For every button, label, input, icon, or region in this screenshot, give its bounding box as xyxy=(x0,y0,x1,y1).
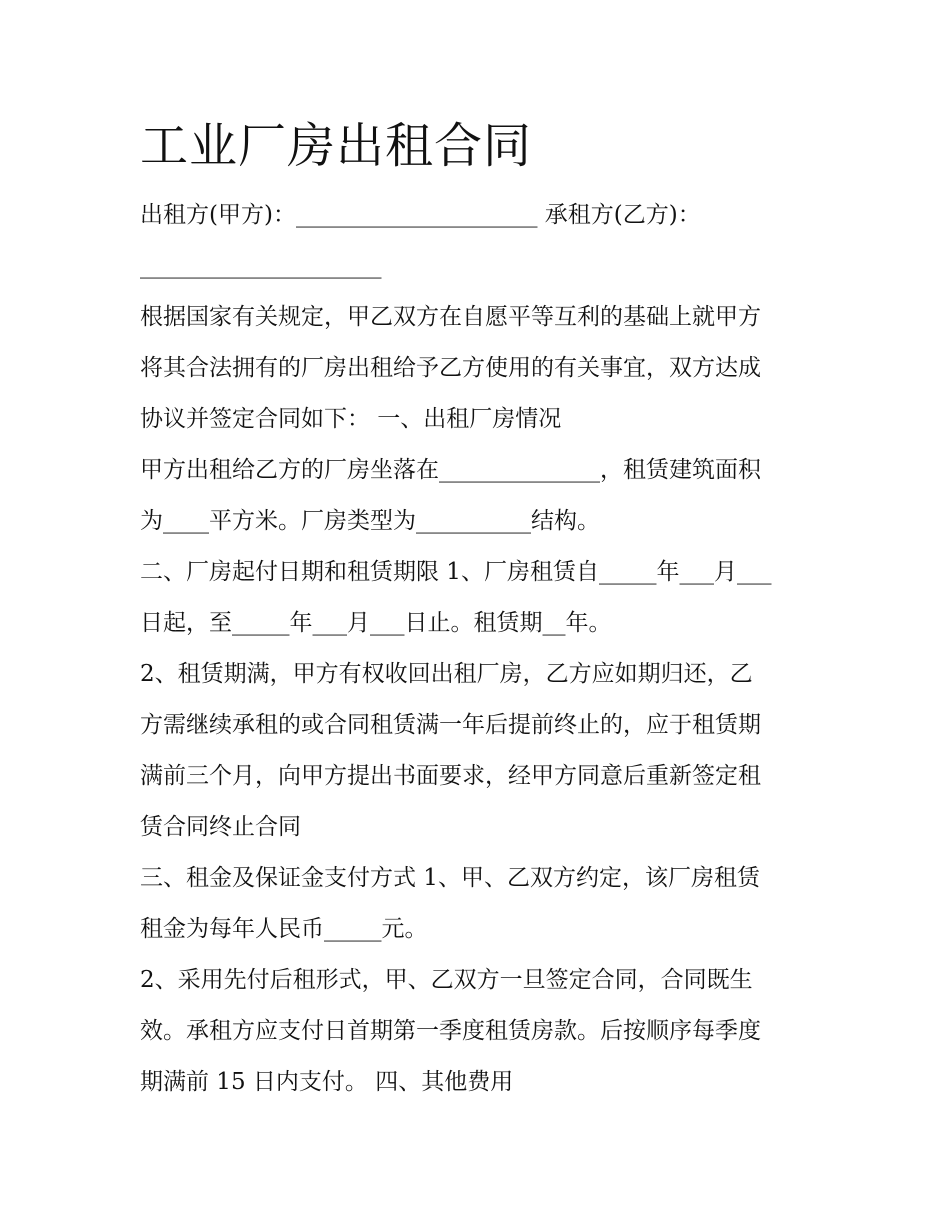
body-line: 为____平方米。厂房类型为__________结构。 xyxy=(140,508,600,534)
body-line: 满前三个月，向甲方提出书面要求，经甲方同意后重新签定租 xyxy=(140,763,761,789)
body-line: 方需继续承租的或合同租赁满一年后提前终止的，应于租赁期 xyxy=(140,712,761,738)
body-line: 日起，至_____年___月___日止。租赁期__年。 xyxy=(140,610,612,636)
body-line: 甲方出租给乙方的厂房坐落在______________，租赁建筑面积 xyxy=(140,457,761,483)
body-line: 2、采用先付后租形式，甲、乙双方一旦签定合同，合同既生 xyxy=(140,967,753,993)
body-line: 出租方(甲方)：_____________________ 承租方(乙方)： xyxy=(140,202,701,228)
document-title: 工业厂房出租合同 xyxy=(140,118,533,174)
body-line: 二、厂房起付日期和租赁期限 1、厂房租赁自_____年___月___ xyxy=(140,559,772,585)
body-line: 赁合同终止合同 xyxy=(140,814,301,840)
body-line: _____________________ xyxy=(140,253,382,279)
body-line: 租金为每年人民币_____元。 xyxy=(140,916,428,942)
body-line: 期满前 15 日内支付。 四、其他费用 xyxy=(140,1069,514,1095)
document-body xyxy=(140,190,830,1108)
body-line: 将其合法拥有的厂房出租给予乙方使用的有关事宜，双方达成 xyxy=(140,355,761,381)
body-line: 效。承租方应支付日首期第一季度租赁房款。后按顺序每季度 xyxy=(140,1018,761,1044)
body-line: 根据国家有关规定，甲乙双方在自愿平等互利的基础上就甲方 xyxy=(140,304,761,330)
body-line: 协议并签定合同如下： 一、出租厂房情况 xyxy=(140,406,562,432)
body-line: 2、租赁期满，甲方有权收回出租厂房，乙方应如期归还，乙 xyxy=(140,661,753,687)
body-line: 三、租金及保证金支付方式 1、甲、乙双方约定，该厂房租赁 xyxy=(140,865,760,891)
